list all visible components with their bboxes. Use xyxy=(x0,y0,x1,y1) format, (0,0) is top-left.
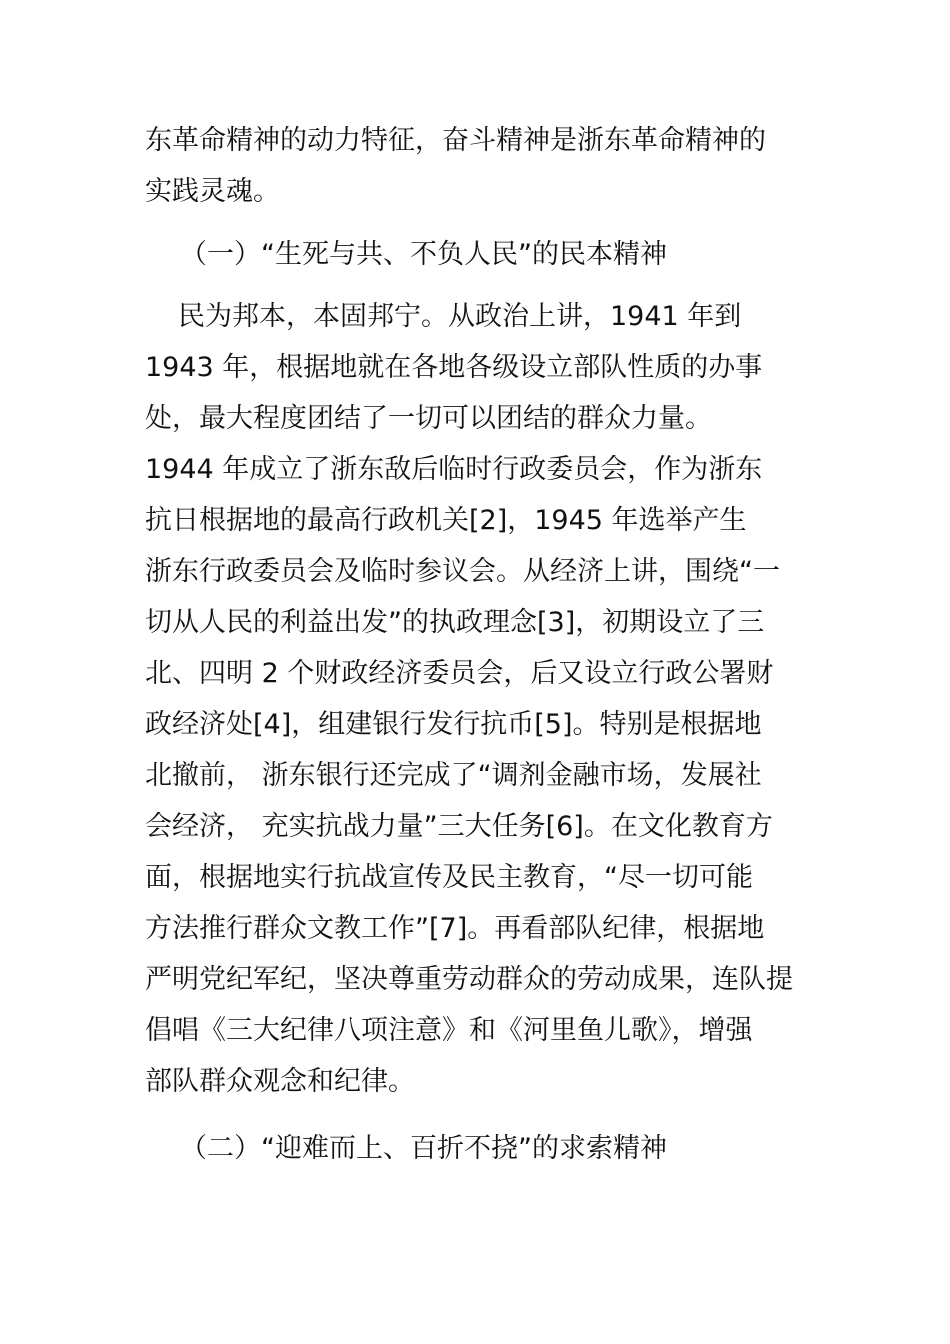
section-1-line-12: 面，根据地实行抗战宣传及民主教育，“尽一切可能 xyxy=(145,862,753,893)
section-1-line-16: 部队群众观念和纪律。 xyxy=(145,1066,415,1097)
section-1-line-1: 民为邦本，本固邦宁。从政治上讲，1941 年到 xyxy=(178,301,742,332)
section-1-line-15: 倡唱《三大纪律八项注意》和《河里鱼儿歌》，增强 xyxy=(145,1015,753,1046)
section-1-line-4: 1944 年成立了浙东敌后临时行政委员会，作为浙东 xyxy=(145,454,763,485)
section-1-heading: （一）“生死与共、不负人民”的民本精神 xyxy=(180,239,667,270)
section-1-line-14: 严明党纪军纪，坚决尊重劳动群众的劳动成果，连队提 xyxy=(145,964,793,995)
section-1-line-8: 北、四明 2 个财政经济委员会，后又设立行政公署财 xyxy=(145,658,774,689)
section-1-line-9: 政经济处[4]，组建银行发行抗币[5]。特别是根据地 xyxy=(145,709,762,740)
section-2-heading: （二）“迎难而上、百折不挠”的求索精神 xyxy=(180,1133,667,1164)
section-1-line-13: 方法推行群众文教工作”[7]。再看部队纪律，根据地 xyxy=(145,913,765,944)
intro-line-1: 东革命精神的动力特征，奋斗精神是浙东革命精神的 xyxy=(145,125,766,156)
section-1-line-10: 北撤前， 浙东银行还完成了“调剂金融市场，发展社 xyxy=(145,760,762,791)
section-1-line-7: 切从人民的利益出发”的执政理念[3]，初期设立了三 xyxy=(145,607,765,638)
section-1-line-11: 会经济， 充实抗战力量”三大任务[6]。在文化教育方 xyxy=(145,811,773,842)
section-1-line-5: 抗日根据地的最高行政机关[2]，1945 年选举产生 xyxy=(145,505,747,536)
section-1-line-6: 浙东行政委员会及临时参议会。从经济上讲，围绕“一 xyxy=(145,556,780,587)
section-1-line-3: 处，最大程度团结了一切可以团结的群众力量。 xyxy=(145,403,712,434)
section-1-line-2: 1943 年，根据地就在各地各级设立部队性质的办事 xyxy=(145,352,763,383)
intro-line-2: 实践灵魂。 xyxy=(145,176,280,207)
